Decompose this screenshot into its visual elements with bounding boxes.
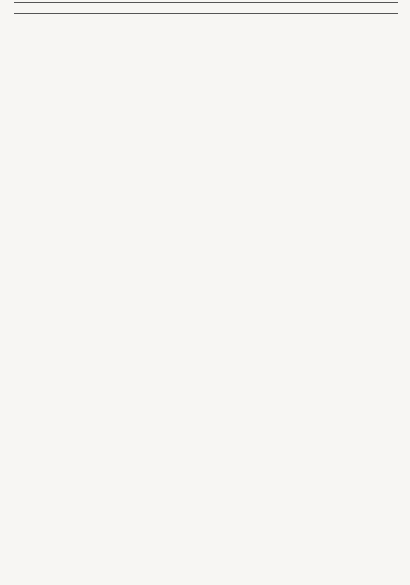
- top-divider: [14, 2, 398, 3]
- footnote: [14, 13, 398, 20]
